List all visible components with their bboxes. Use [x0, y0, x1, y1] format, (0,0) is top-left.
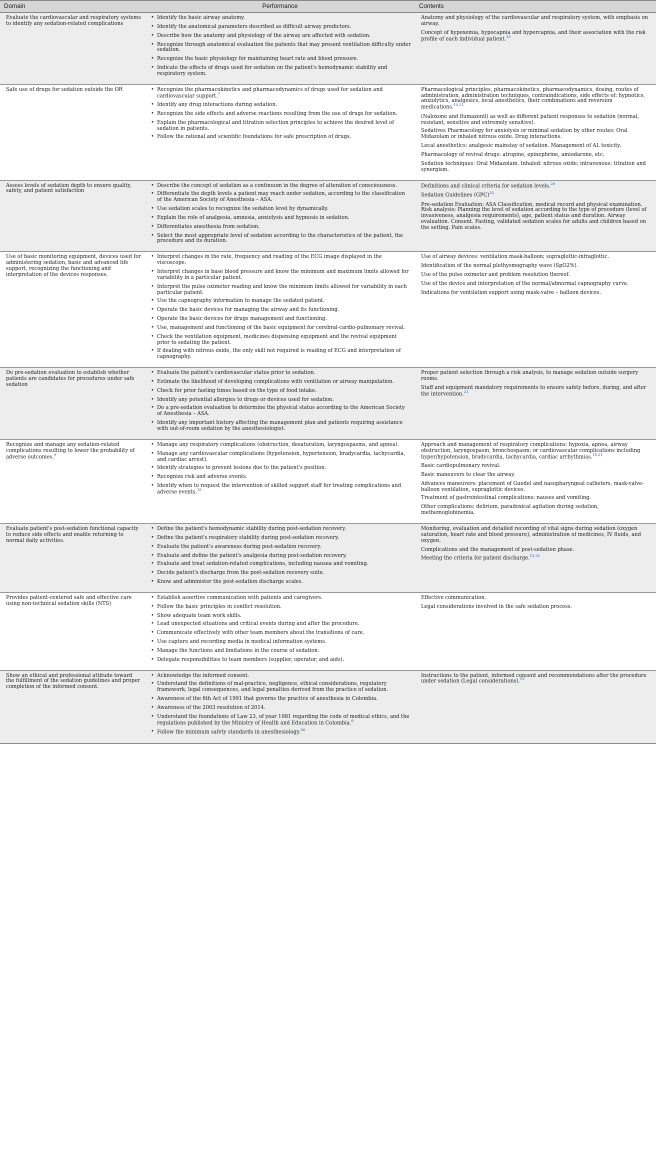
performance-text: Describe the concept of sedation as a continuum in the degree of alteration of consciousness. — [157, 182, 397, 189]
header-performance: Performance — [145, 1, 415, 13]
contents-text: Other complications: delirium, paradoxical agitation during sedation, methemoglobinemia. — [421, 504, 599, 517]
performance-text: Use capture and recording media in medical information systems. — [157, 639, 327, 646]
contents-paragraph — [421, 596, 652, 602]
contents-paragraph — [421, 556, 652, 563]
performance-text: Identify any potential allergies to drugs or devices used for sedation. — [157, 396, 334, 403]
performance-item — [151, 527, 411, 533]
contents-text: Treatment of gastrointestinal complications: nauses and vomiting. — [421, 495, 592, 502]
contents-text: Indications for ventilation support using mask-valve – balloon devices. — [421, 289, 601, 296]
performance-text: Communicate effectively with other team members about the transitions of care. — [157, 630, 365, 637]
performance-text: Evaluate the patient's awareness during post-sedation recovery. — [157, 543, 322, 550]
performance-text: Know and administer the post-sedation discharge scales. — [157, 579, 303, 586]
contents-text: Effective communication. — [421, 594, 487, 601]
table-row — [0, 439, 656, 523]
performance-list — [151, 184, 411, 246]
performance-item — [151, 389, 411, 395]
performance-item — [151, 216, 411, 222]
contents-paragraph — [421, 31, 652, 43]
domain-text: Safe use of drugs for sedation outside the OR — [6, 86, 123, 93]
performance-item — [151, 103, 411, 109]
performance-text: Evaluate the patient's cardiovascular status prior to sedation. — [157, 370, 316, 377]
domain-cell — [0, 13, 145, 85]
citation-ref: 20 — [550, 181, 556, 186]
performance-item — [151, 270, 411, 282]
contents-text: (Naloxone and flumazenil) as well as different patient responses to sedation (normal, resistant, sensitive and extremely sensitive). — [421, 113, 639, 126]
performance-item — [151, 192, 411, 204]
performance-text: Evaluate and treat sedation-related complications, including nausea and vomiting. — [157, 561, 369, 568]
contents-paragraph — [421, 181, 652, 191]
performance-text: Estimate the likelihood of developing complications with ventilation or airway manipulation. — [157, 378, 394, 385]
table-row — [0, 252, 656, 368]
performance-text: Evaluate and define the patient's analgesia during post-sedation recovery. — [157, 552, 347, 559]
performance-item — [151, 66, 411, 78]
contents-text: Monitoring, evaluation and detailed recording of vital signs during sedation (oxygen saturation, heart rate and blood pressure), administration of medicines, IV fluids, and oxygen. — [421, 525, 641, 544]
performance-item — [151, 398, 411, 404]
performance-item — [151, 16, 411, 22]
performance-text: Lead unexpected situations and critical events during and after the procedure. — [157, 621, 360, 628]
performance-text: Follow the basic principles in conflict resolution. — [157, 603, 282, 610]
contents-text: Basic maneuvers to clear the airway. — [421, 471, 516, 478]
performance-text: Differentiates anesthesia from sedation. — [157, 223, 260, 230]
contents-cell — [415, 13, 656, 85]
contents-text: Complications and the management of post-sedation phase. — [421, 546, 575, 553]
citation-ref: 25 — [489, 191, 494, 196]
table-row — [0, 13, 656, 85]
performance-list — [151, 88, 411, 142]
performance-item — [151, 730, 411, 737]
contents-text: Local anesthetics: analgesic mainstay of sedation. Management of AL toxicity. — [421, 143, 622, 150]
performance-item — [151, 596, 411, 602]
domain-cell — [0, 592, 145, 670]
performance-item — [151, 622, 411, 628]
performance-item — [151, 299, 411, 305]
contents-cell — [415, 523, 656, 592]
performance-item — [151, 234, 411, 246]
performance-list — [151, 527, 411, 586]
header-contents: Contents — [415, 1, 656, 13]
performance-item — [151, 285, 411, 297]
contents-paragraph — [421, 473, 652, 479]
contents-paragraph — [421, 153, 652, 159]
performance-cell — [145, 670, 415, 743]
performance-list — [151, 674, 411, 737]
citation-ref: 6 — [351, 718, 354, 723]
performance-item — [151, 545, 411, 551]
performance-text: Establish assertive communication with patients and caregivers. — [157, 594, 323, 601]
performance-item — [151, 443, 411, 449]
contents-text: Instructions to the patient, informed consent and recommendations after the procedure under sedation (Legal considerations). — [421, 672, 647, 686]
performance-item — [151, 697, 411, 703]
performance-item — [151, 640, 411, 646]
domain-text: Assess levels of sedation depth to ensure quality, safety, and patient satisfaction — [6, 182, 132, 195]
contents-text: Sedatives Pharmacology for anxiolysis or minimal sedation by other routes: Oral Midazolam or inhaled nitrous oxide. Drug interactions. — [421, 128, 628, 141]
contents-paragraph — [421, 255, 652, 261]
domain-text: Provides patient-centered safe and effective care using non-technical sedation skills (NTS) — [6, 594, 132, 607]
performance-text: Manage the functions and limitations in the course of sedation. — [157, 647, 320, 654]
performance-text: Follow the rational and scientific foundations for safe prescription of drugs. — [157, 134, 352, 141]
performance-text: Manage any respiratory complications (obstruction, desaturation, laryngospasms, and apnea). — [157, 441, 399, 448]
domain-text: Use of basic monitoring equipment, devices used for administering sedation, basic and advanced life support, recognizing the functioning and interpretation of the devices responses. — [6, 254, 141, 278]
performance-list — [151, 371, 411, 433]
contents-text: Sedation Guidelines (GPC) — [421, 192, 490, 199]
domain-cell — [0, 439, 145, 523]
performance-item — [151, 536, 411, 542]
performance-text: Use, management and functioning of the basic equipment for cerebral-cardio-pulmonary revival. — [157, 324, 406, 331]
performance-text: Understand the foundations of Law 23, of year 1981 regarding the code of medical ethics, and the regulations published by the Ministry of Health and Education in Colombia. — [157, 713, 410, 727]
citation-ref: 15,21 — [592, 452, 603, 457]
contents-text: Use of the pulse oximeter and problem resolution thereof. — [421, 271, 570, 278]
performance-text: Identify strategies to prevent lesions due to the patient's position. — [157, 465, 327, 472]
contents-text: Pharmacology of revival drugs: atropine, epinephrine, amiodarone, etc. — [421, 152, 605, 159]
domain-cell — [0, 523, 145, 592]
performance-text: Identify when to request the intervention of skilled support staff for treating complications and adverse events. — [157, 483, 402, 496]
performance-text: Describe how the anatomy and physiology of the airway are affected with sedation. — [157, 32, 371, 39]
table-row — [0, 368, 656, 440]
performance-item — [151, 605, 411, 611]
performance-text: Show adequate team work skills. — [157, 612, 242, 619]
contents-paragraph — [421, 496, 652, 502]
performance-text: Identify any drug interactions during sedation. — [157, 102, 278, 109]
performance-cell — [145, 13, 415, 85]
contents-paragraph — [421, 16, 652, 28]
contents-paragraph — [421, 386, 652, 398]
contents-text: Sedation techniques: Oral Midazolam. Inhaled: nitrous oxide; intravenous: titration and synergism. — [421, 160, 646, 173]
performance-text: Acknowledge the informed consent. — [157, 672, 250, 679]
performance-item — [151, 25, 411, 31]
performance-item — [151, 317, 411, 323]
contents-paragraph — [421, 443, 652, 461]
contents-cell — [415, 252, 656, 368]
contents-text: Anatomy and physiology of the cardiovascular and respiratory system, with emphasis on airway. — [421, 15, 648, 27]
performance-item — [151, 475, 411, 481]
contents-paragraph — [421, 203, 652, 232]
contents-paragraph — [421, 371, 652, 383]
header-domain: Domain — [0, 1, 145, 13]
contents-text: Meeting the criteria for patient discharge. — [421, 556, 530, 563]
performance-item — [151, 562, 411, 568]
contents-text: Proper patient selection through a risk analysis, to manage sedation outside surgery rooms. — [421, 370, 639, 382]
contents-cell — [415, 180, 656, 252]
performance-item — [151, 631, 411, 637]
performance-item — [151, 406, 411, 418]
contents-paragraph — [421, 264, 652, 270]
performance-item — [151, 466, 411, 472]
table-row — [0, 180, 656, 252]
performance-text: Recognize the side effects and adverse reactions resulting from the use of drugs for sedation. — [157, 110, 398, 117]
performance-item — [151, 34, 411, 40]
contents-text: Legal considerations involved in the safe sedation process. — [421, 603, 572, 610]
performance-item — [151, 658, 411, 664]
table-row — [0, 523, 656, 592]
performance-text: Identify any important history affecting the management plan and patients requiring assistance with out-of-room sedation by the anesthesiologist. — [157, 420, 403, 433]
table-row — [0, 84, 656, 180]
table-row — [0, 670, 656, 743]
performance-item — [151, 184, 411, 190]
contents-text: Advances maneuvers: placement of Guedel and nasopharyngeal catheters, mask-valve-balloon ventilation, supraglottic devices. — [421, 480, 644, 493]
performance-cell — [145, 592, 415, 670]
table-header — [0, 1, 656, 13]
performance-item — [151, 349, 411, 361]
contents-paragraph — [421, 273, 652, 279]
performance-text: Recognize through anatomical evaluation the patients that may present ventilation difficulty under sedation. — [157, 41, 411, 54]
performance-cell — [145, 439, 415, 523]
performance-text: Understand the definitions of mal-practice, negligence, ethical considerations, regulatory framework, legal consequences, and legal penalties derived from the practice of sedation. — [157, 681, 389, 694]
citation-ref: 7 — [217, 91, 220, 96]
header-row — [0, 1, 656, 13]
performance-list — [151, 443, 411, 497]
contents-paragraph — [421, 291, 652, 297]
performance-text: Interpret changes in base blood pressure and know the minimum and maximum limits allowed for variability in a particular patient. — [157, 268, 409, 281]
performance-item — [151, 121, 411, 133]
domain-text: Do pre-sedation evaluation to establish whether patients are candidates for procedures under safe sedation — [6, 370, 135, 388]
performance-item — [151, 706, 411, 712]
performance-text: Explain the role of analgesia, amnesia, anxiolysis and hypnosis in sedation. — [157, 214, 350, 221]
performance-text: Indicate the effects of drugs used for sedation on the patient's hemodynamic stability and respiratory system. — [157, 65, 388, 77]
performance-item — [151, 715, 411, 727]
contents-paragraph — [421, 144, 652, 150]
domain-cell — [0, 180, 145, 252]
citation-ref: 15 — [506, 34, 511, 39]
performance-list — [151, 596, 411, 664]
contents-paragraph — [421, 505, 652, 517]
contents-paragraph — [421, 464, 652, 470]
contents-paragraph — [421, 548, 652, 554]
performance-text: Recognize risk and adverse events. — [157, 474, 248, 481]
performance-text: Awareness of the 2003 resolution of 2014. — [157, 705, 266, 711]
performance-text: Operate the basic devices for drugs management and functioning. — [157, 316, 327, 323]
performance-text: Identify the basic airway anatomy. — [157, 15, 245, 21]
performance-text: Do a pre-sedation evaluation to determine the physical status according to the American Society of Anesthesia – ASA. — [157, 405, 405, 418]
performance-item — [151, 88, 411, 100]
performance-item — [151, 326, 411, 332]
performance-item — [151, 614, 411, 620]
performance-item — [151, 371, 411, 377]
performance-item — [151, 580, 411, 586]
performance-item — [151, 571, 411, 577]
domain-cell — [0, 84, 145, 180]
performance-item — [151, 207, 411, 213]
contents-paragraph — [421, 605, 652, 611]
contents-paragraph — [421, 129, 652, 141]
contents-text: Approach and management of respiratory complications: hypoxia, apnea, airway obstruction, laryngospasm, bronchospasm; or cardiovascular complications including hyper/hypotension, bradycardia, tachycardia, cardiac arrhythmias. — [421, 441, 641, 461]
citation-ref: 15 — [196, 487, 202, 492]
domain-text: Recognize and manage any sedation-related complications resulting to lower the probability of adverse outcomes. — [6, 441, 135, 461]
performance-item — [151, 484, 411, 496]
performance-list — [151, 255, 411, 361]
performance-text: Delegate responsibilities to team members (supplier, operator, and aids). — [157, 656, 345, 663]
performance-text: Interpret the pulse oximeter reading and know the minimum limits allowed for variability in each particular patient. — [157, 283, 407, 296]
performance-text: Decide patient's discharge from the post-sedation recovery suite. — [157, 570, 325, 577]
performance-text: Select the most appropriate level of sedation according to the characteristics of the patient, the procedure and its duration. — [157, 232, 403, 245]
contents-cell — [415, 368, 656, 440]
performance-item — [151, 135, 411, 141]
performance-text: Differentiate the depth levels a patient may reach under sedation, according to the classification of the American Society of Anesthesia – ASA. — [157, 191, 405, 204]
contents-text: Identification of the normal plethysmography wave (SpO2%). — [421, 263, 579, 270]
contents-paragraph — [421, 162, 652, 174]
contents-text: Definitions and clinical criteria for sedation levels. — [421, 183, 551, 190]
performance-text: Define the patient's hemodynamic stability during post-sedation recovery. — [157, 525, 347, 532]
performance-text: Operate the basic devices for managing the airway and its functioning. — [157, 307, 340, 314]
performance-item — [151, 255, 411, 267]
performance-item — [151, 43, 411, 55]
performance-item — [151, 112, 411, 118]
citation-ref: 26 — [300, 728, 305, 733]
performance-item — [151, 421, 411, 433]
contents-cell — [415, 670, 656, 743]
performance-cell — [145, 252, 415, 368]
table-body — [0, 13, 656, 744]
performance-cell — [145, 84, 415, 180]
contents-paragraph — [421, 282, 652, 288]
contents-text: Basic cardiopulmonary revival. — [421, 463, 501, 470]
performance-item — [151, 225, 411, 231]
performance-item — [151, 452, 411, 464]
contents-text: Staff and equipment mandatory requirements to ensure safety before, during, and after the intervention. — [421, 384, 647, 398]
contents-paragraph — [421, 88, 652, 112]
contents-cell — [415, 592, 656, 670]
performance-text: Manage any cardiovascular complications (hypotension, hypertension, bradycardia, tachycardia, and cardiac arrest). — [157, 450, 406, 463]
performance-text: Check the ventilation equipment, medicines dispensing equipment and the revival equipment prior to sedating the patient. — [157, 333, 397, 346]
performance-item — [151, 335, 411, 347]
contents-cell — [415, 84, 656, 180]
performance-item — [151, 674, 411, 680]
performance-text: Awareness of the 6th Act of 1991 that governs the practice of anesthesia in Colombia. — [157, 696, 378, 703]
performance-text: Recognize the basic physiology for maintaining heart rate and blood pressure. — [157, 56, 359, 63]
performance-item — [151, 308, 411, 314]
contents-cell — [415, 439, 656, 523]
domain-text: Evaluate patient's post-sedation functional capacity to reduce side effects and enable returning to normal daily activities. — [6, 525, 139, 544]
domain-cell — [0, 252, 145, 368]
performance-cell — [145, 368, 415, 440]
citation-ref: 15,21 — [453, 103, 464, 108]
contents-paragraph — [421, 527, 652, 545]
performance-text: Recognize the pharmacokinetics and pharmacodynamics of drugs used for sedation and cardiovascular support. — [157, 86, 383, 100]
performance-text: Identify the anatomical parameters described as difficult airway predictors. — [157, 23, 352, 30]
performance-text: Check for prior fasting times based on the type of food intake. — [157, 387, 317, 394]
contents-text: Concept of hypoxemia, hypocapnia and hypercapnia, and their association with the risk profile of each individual patient. — [421, 29, 646, 43]
performance-list — [151, 16, 411, 78]
table-row — [0, 592, 656, 670]
performance-cell — [145, 180, 415, 252]
performance-text: Explain the pharmacological and titration selection principles to achieve the desired level of sedation in patients. — [157, 119, 394, 132]
performance-item — [151, 649, 411, 655]
performance-text: Follow the minimum safety standards in anesthesiology. — [157, 729, 301, 736]
performance-text: Use the capnography information to manage the sedated patient. — [157, 298, 325, 305]
domain-text: Show an ethical and professional attitude toward the fulfillment of the sedation guidelines and proper completion of the informed consent. — [6, 672, 140, 691]
domain-text: Evaluate the cardiovascular and respiratory systems to identify any sedation-related complications — [6, 15, 141, 27]
domain-cell — [0, 670, 145, 743]
contents-text: Use of airway devices: ventilation mask-balloon; supraglottic-infraglottic. — [421, 254, 609, 261]
citation-ref: 9 — [53, 452, 57, 457]
performance-text: If dealing with nitrous oxide, the only skill not required is reading of ECG and interpretation of capnography. — [157, 348, 401, 361]
citation-ref: 15,21 — [529, 554, 540, 559]
performance-item — [151, 554, 411, 560]
performance-text: Define the patient's respiratory stability during post-sedation recovery. — [157, 534, 340, 541]
contents-text: Pharmacological principles, pharmacokinetics, pharmacodynamics, dosing, routes of administration, administration techniques, contraindications, side effects of: hypnotics, anxiolytics, analgesics, local anesthetics, their combinations and reversion medications. — [421, 86, 645, 111]
domain-cell — [0, 368, 145, 440]
contents-paragraph — [421, 193, 652, 200]
contents-text: Pre-sedation Evaluation: ASA Classification, medical record and physical examination. Risk analysis: Planning the level of sedation according to the type of procedure (level of invasiveness, analgesia requirements), age, patient status and duration. Airway evaluation. Consent. Fasting, validated sedation scales for adults and children based on the setting. Pain scales. — [421, 201, 647, 231]
performance-cell — [145, 523, 415, 592]
citation-ref: 15 — [519, 677, 525, 682]
contents-paragraph — [421, 674, 652, 686]
contents-paragraph — [421, 115, 652, 127]
performance-text: Use sedation scales to recognize the sedation level by dynamically. — [157, 206, 329, 213]
citation-ref: 21 — [463, 389, 469, 394]
performance-item — [151, 57, 411, 63]
performance-item — [151, 380, 411, 386]
performance-item — [151, 682, 411, 694]
contents-text: Use of the device and interpretation of the normal/abnormal capnography curve. — [421, 280, 629, 287]
contents-paragraph — [421, 482, 652, 494]
performance-text: Interpret changes in the rate, frequency and reading of the ECG image displayed in the viscoscope. — [157, 254, 382, 267]
